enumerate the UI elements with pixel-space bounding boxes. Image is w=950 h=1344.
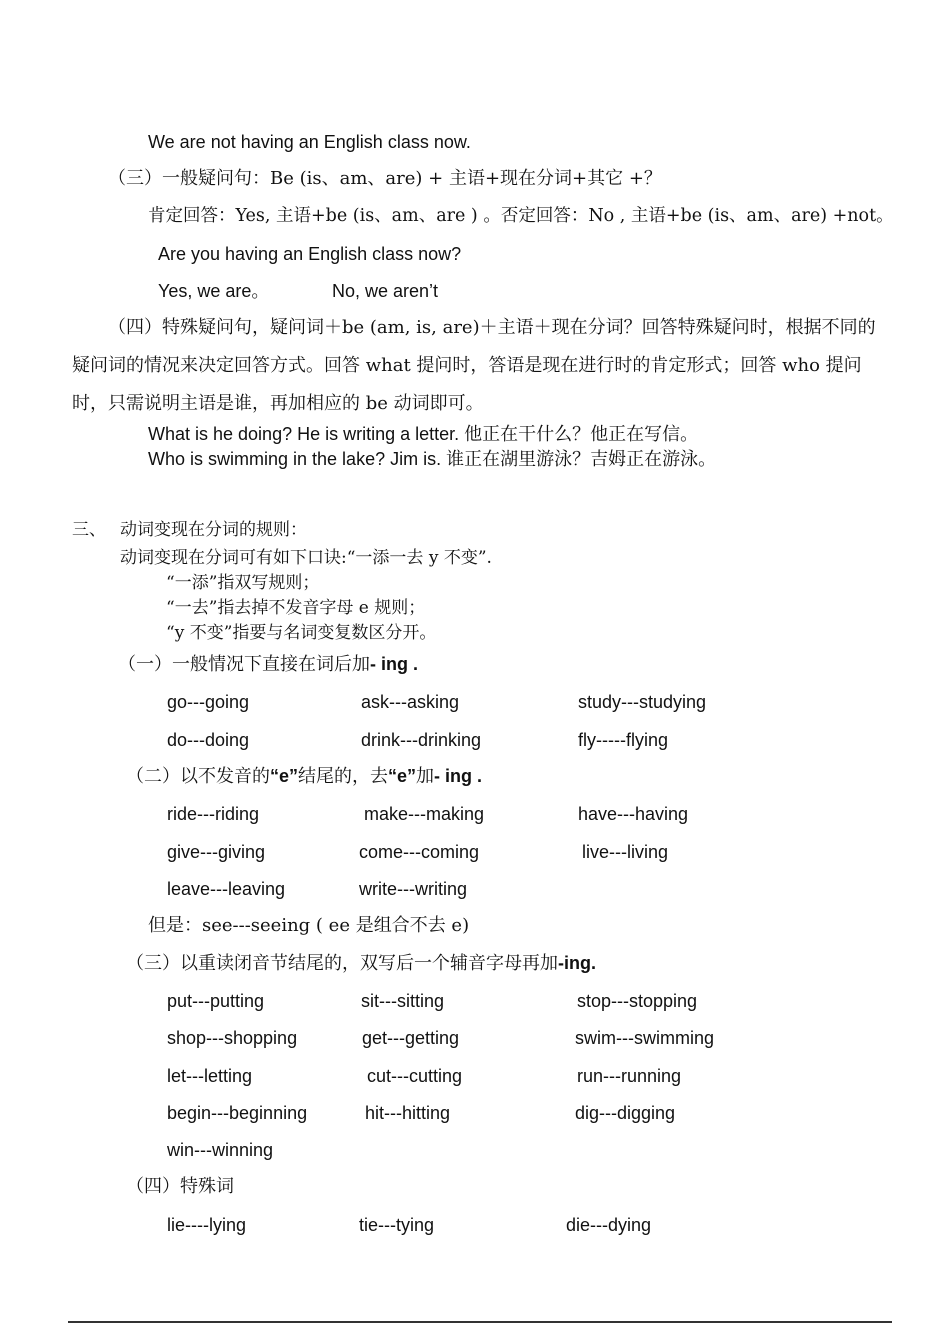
rule-1-suffix: - ing .	[370, 654, 418, 674]
word-pair: sit---sitting	[361, 991, 445, 1011]
negative-example: We are not having an English class now.	[148, 132, 471, 152]
word-pair: live---living	[582, 842, 669, 862]
word-pair: hit---hitting	[365, 1103, 451, 1123]
word-pair: go---going	[167, 692, 250, 712]
rule-2-text: 加	[416, 766, 435, 787]
special-question-paragraph: （四）特殊疑问句，疑问词＋be (am, is, are)＋主语＋现在分词？回答特殊疑问时，根据不同的疑问词的情况来决定回答方式。回答 what 提问时，答语是现在进行时的肯定形式；回答 who 提问时，只需说明主语是谁，再加相应的 be 动词即可。	[72, 317, 876, 414]
general-question-example: Are you having an English class now?	[158, 244, 462, 264]
word-pair: have---having	[578, 804, 689, 824]
example-answer-yes: Yes, we are。	[158, 281, 270, 301]
rule-3-suffix: -ing.	[558, 953, 596, 973]
word-pair: begin---beginning	[167, 1103, 308, 1123]
rule-2-text: （二）以不发音的	[126, 766, 270, 787]
word-pair: swim---swimming	[575, 1028, 714, 1048]
footer-divider	[68, 1321, 892, 1323]
word-pair: let---letting	[167, 1066, 253, 1086]
rule-2-text: 结尾的，去	[298, 766, 389, 787]
word-pair: put---putting	[167, 991, 265, 1011]
rule-1-heading	[118, 653, 418, 676]
word-pair: come---coming	[359, 842, 480, 862]
mnemonic-line-1: “一添”指双写规则；	[166, 573, 320, 593]
mnemonic-line-2: “一去”指去掉不发音字母 e 规则；	[166, 598, 426, 618]
rule-2-e-mark: “e”	[270, 766, 299, 786]
word-pair: drink---drinking	[361, 730, 482, 750]
word-pair: stop---stopping	[577, 991, 698, 1011]
word-pair: win---winning	[167, 1140, 274, 1160]
word-pair: write---writing	[359, 879, 467, 899]
special-question-example-1: What is he doing? He is writing a letter. 他正在干什么？他正在写信。	[148, 424, 699, 444]
word-pair: get---getting	[362, 1028, 460, 1048]
word-pair: leave---leaving	[167, 879, 286, 899]
mnemonic-line-3: “y 不变”指要与名词变复数区分开。	[166, 623, 437, 643]
rule-2-e-mark: “e”	[388, 766, 417, 786]
word-pair: tie---tying	[359, 1215, 435, 1235]
word-pair: ride---riding	[167, 804, 260, 824]
word-pair: give---giving	[167, 842, 266, 862]
rule-3-text: （三）以重读闭音节结尾的，双写后一个辅音字母再加	[126, 953, 558, 974]
word-pair: study---studying	[578, 692, 707, 712]
general-question-answer: 肯定回答：Yes, 主语+be (is、am、are ) 。否定回答：No , 主语+be (is、am、are) +not。	[148, 206, 894, 226]
section-heading: 动词变现在分词的规则：	[120, 520, 307, 540]
word-pair: fly-----flying	[578, 730, 668, 750]
rule-2-suffix: - ing .	[434, 766, 483, 786]
word-pair: dig---digging	[575, 1103, 676, 1123]
rule-2-heading	[126, 765, 482, 788]
word-pair: do---doing	[167, 730, 250, 750]
example-answer-no: No, we aren’t	[332, 281, 439, 301]
rule-2-exception: 但是：see---seeing ( ee 是组合不去 e)	[148, 915, 470, 936]
section-number: 三、	[72, 520, 106, 540]
word-pair: ask---asking	[361, 692, 460, 712]
word-pair: shop---shopping	[167, 1028, 298, 1048]
word-pair: lie----lying	[167, 1215, 247, 1235]
rule-1-text: （一）一般情况下直接在词后加	[118, 654, 370, 675]
word-pair: run---running	[577, 1066, 682, 1086]
word-pair: cut---cutting	[367, 1066, 463, 1086]
rule-3-heading	[126, 952, 596, 975]
special-question-example-2: Who is swimming in the lake? Jim is. 谁正在湖里游泳？吉姆正在游泳。	[148, 449, 717, 469]
word-pair: die---dying	[566, 1215, 652, 1235]
mnemonic-intro: 动词变现在分词可有如下口诀:“一添一去 y 不变”.	[120, 548, 492, 568]
rule-4-heading: （四）特殊词	[126, 1176, 234, 1197]
general-question-title: （三）一般疑问句：Be (is、am、are) + 主语+现在分词+其它 +？	[108, 168, 662, 189]
word-pair: make---making	[364, 804, 485, 824]
